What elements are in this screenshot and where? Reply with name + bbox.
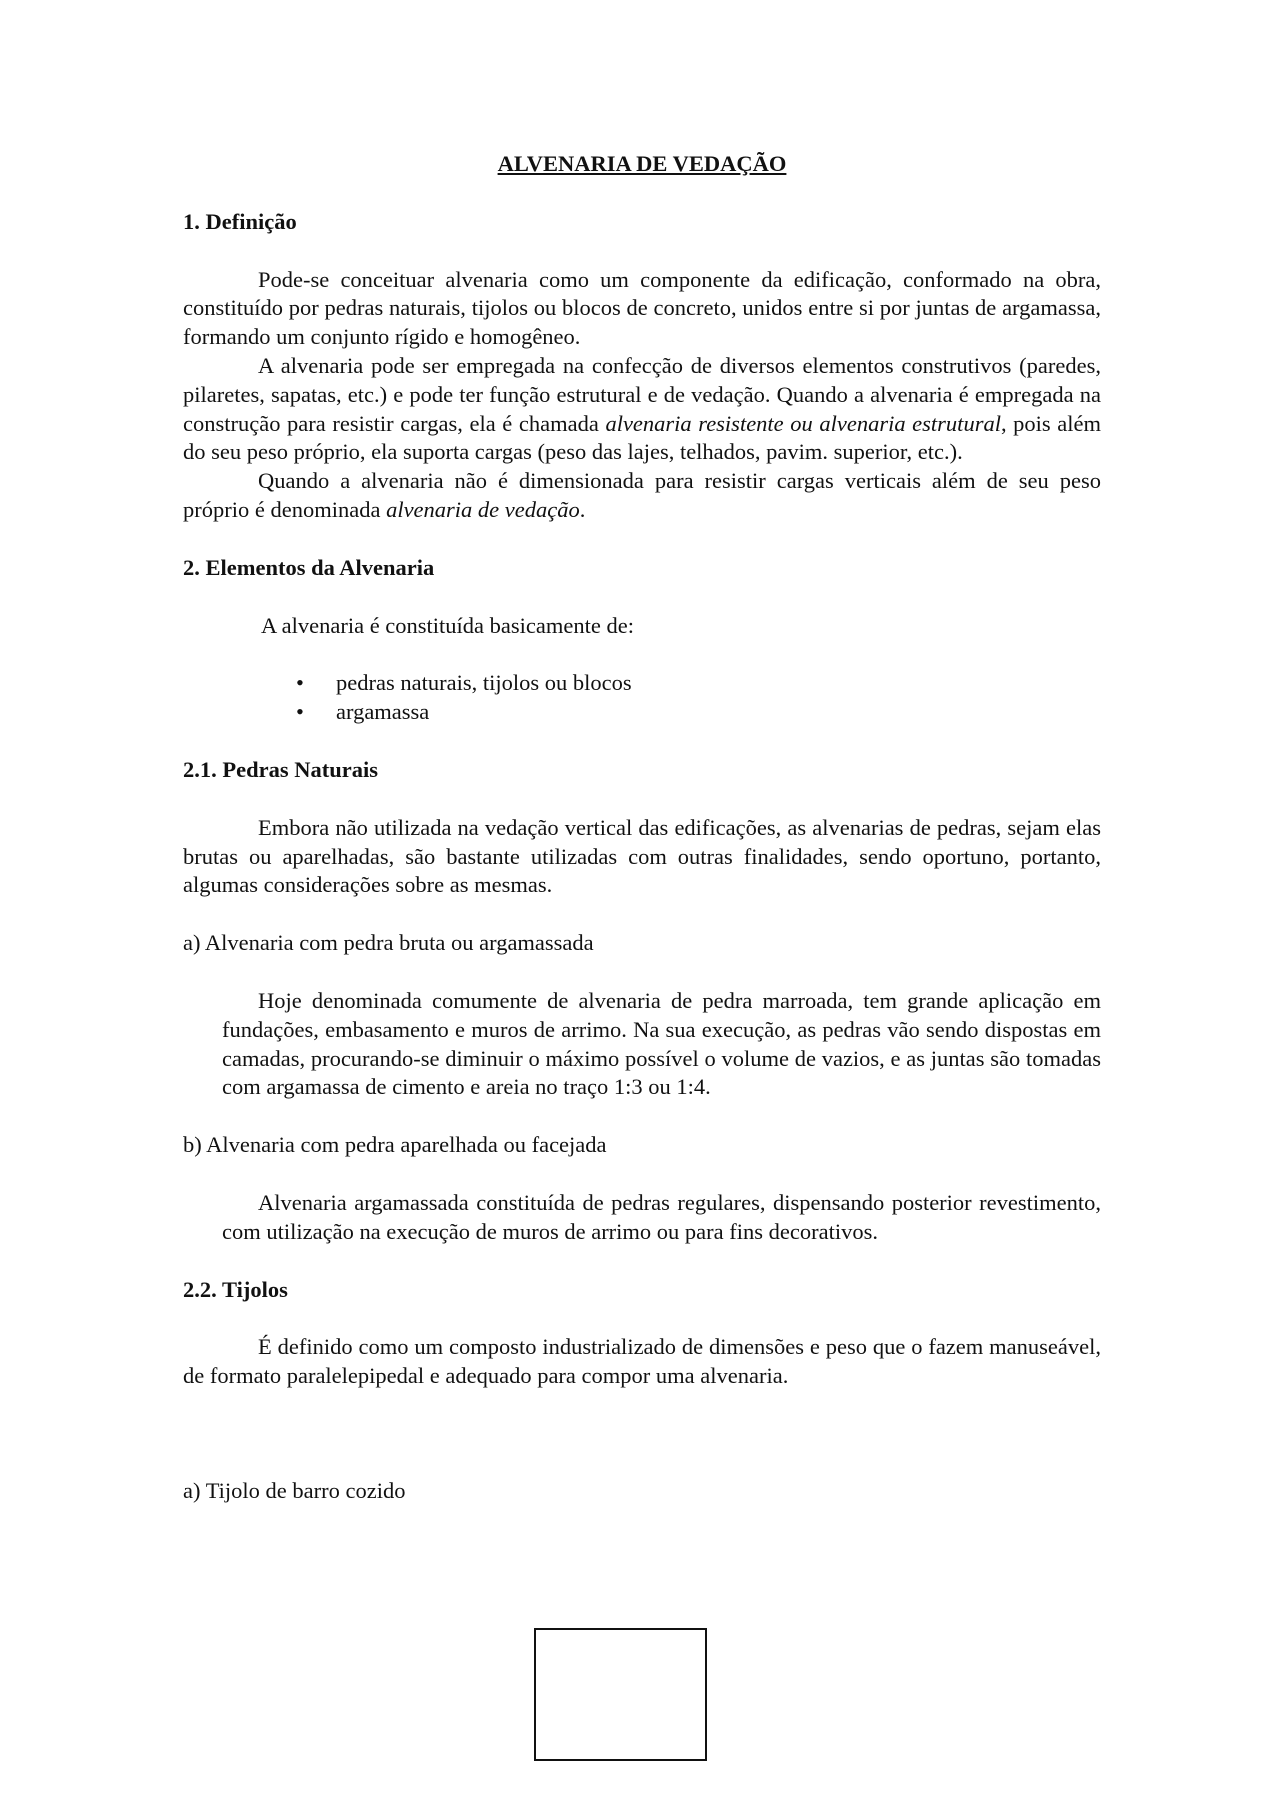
section-heading-pedras-naturais: 2.1. Pedras Naturais <box>183 756 378 782</box>
list-item <box>183 698 1101 727</box>
document-page <box>183 150 1101 1506</box>
bullet-icon: • <box>296 670 304 696</box>
paragraph-text: A alvenaria pode ser empregada na confecção de diversos elementos construtivos (paredes, pilaretes, sapatas, etc.) e pode ter função estrutural e de vedação. Quando a alvenaria é empregada na construção para resistir cargas, ela é chamada <box>183 352 1101 436</box>
paragraph-pedra-bruta: Hoje denominada comumente de alvenaria de pedra marroada, tem grande aplicação em fundações, embasamento e muros de arrimo. Na sua execução, as pedras vão sendo dispostas em camadas, procurando-se diminuir o máximo possível o volume de vazios, e as juntas são tomadas com argamassa de cimento e areia no traço 1:3 ou 1:4. <box>222 987 1101 1100</box>
list-item-text: argamassa <box>336 699 430 725</box>
italic-term-alvenaria-vedacao: alvenaria de vedação <box>386 496 580 522</box>
bullet-icon: • <box>296 699 304 725</box>
section-heading-tijolos: 2.2. Tijolos <box>183 1276 288 1302</box>
section-heading-definicao: 1. Definição <box>183 208 297 234</box>
paragraph-text: , pois além do seu peso próprio, ela suporta cargas (peso das lajes, telhados, pavim. superior, etc.). <box>183 410 1102 465</box>
subheading-tijolo-barro: a) Tijolo de barro cozido <box>183 1477 406 1503</box>
subheading-pedra-bruta: a) Alvenaria com pedra bruta ou argamassada <box>183 930 594 956</box>
paragraph-definicao-2 <box>183 352 1101 467</box>
paragraph-pedras-naturais: Embora não utilizada na vedação vertical das edificações, as alvenarias de pedras, sejam elas brutas ou aparelhadas, são bastante utilizadas com outras finalidades, sendo oportuno, portanto, algumas considerações sobre as mesmas. <box>183 814 1101 898</box>
bullet-list-elementos <box>183 669 1101 727</box>
paragraph-pedra-aparelhada: Alvenaria argamassada constituída de pedras regulares, dispensando posterior revestimento, com utilização na execução de muros de arrimo ou para fins decorativos. <box>222 1189 1101 1244</box>
brick-figure-box <box>534 1628 707 1761</box>
document-title: ALVENARIA DE VEDAÇÃO <box>497 151 787 176</box>
paragraph-definicao-1: Pode-se conceituar alvenaria como um componente da edificação, conformado na obra, constituído por pedras naturais, tijolos ou blocos de concreto, unidos entre si por juntas de argamassa, formando um conjunto rígido e homogêneo. <box>183 266 1101 350</box>
paragraph-tijolos: É definido como um composto industrializado de dimensões e peso que o fazem manuseável, de formato paralelepipedal e adequado para compor uma alvenaria. <box>183 1334 1101 1389</box>
paragraph-definicao-3 <box>183 467 1101 525</box>
paragraph-text: Quando a alvenaria não é dimensionada para resistir cargas verticais além de seu peso próprio é denominada <box>183 468 1101 522</box>
italic-term-alvenaria-estrutural: alvenaria resistente ou alvenaria estrutural <box>605 410 1001 436</box>
paragraph-elementos-intro: A alvenaria é constituída basicamente de: <box>261 612 634 638</box>
section-heading-elementos: 2. Elementos da Alvenaria <box>183 554 435 580</box>
list-item-text: pedras naturais, tijolos ou blocos <box>336 670 632 696</box>
paragraph-text: . <box>579 496 586 522</box>
subheading-pedra-aparelhada: b) Alvenaria com pedra aparelhada ou facejada <box>183 1132 607 1158</box>
list-item <box>183 669 1101 698</box>
